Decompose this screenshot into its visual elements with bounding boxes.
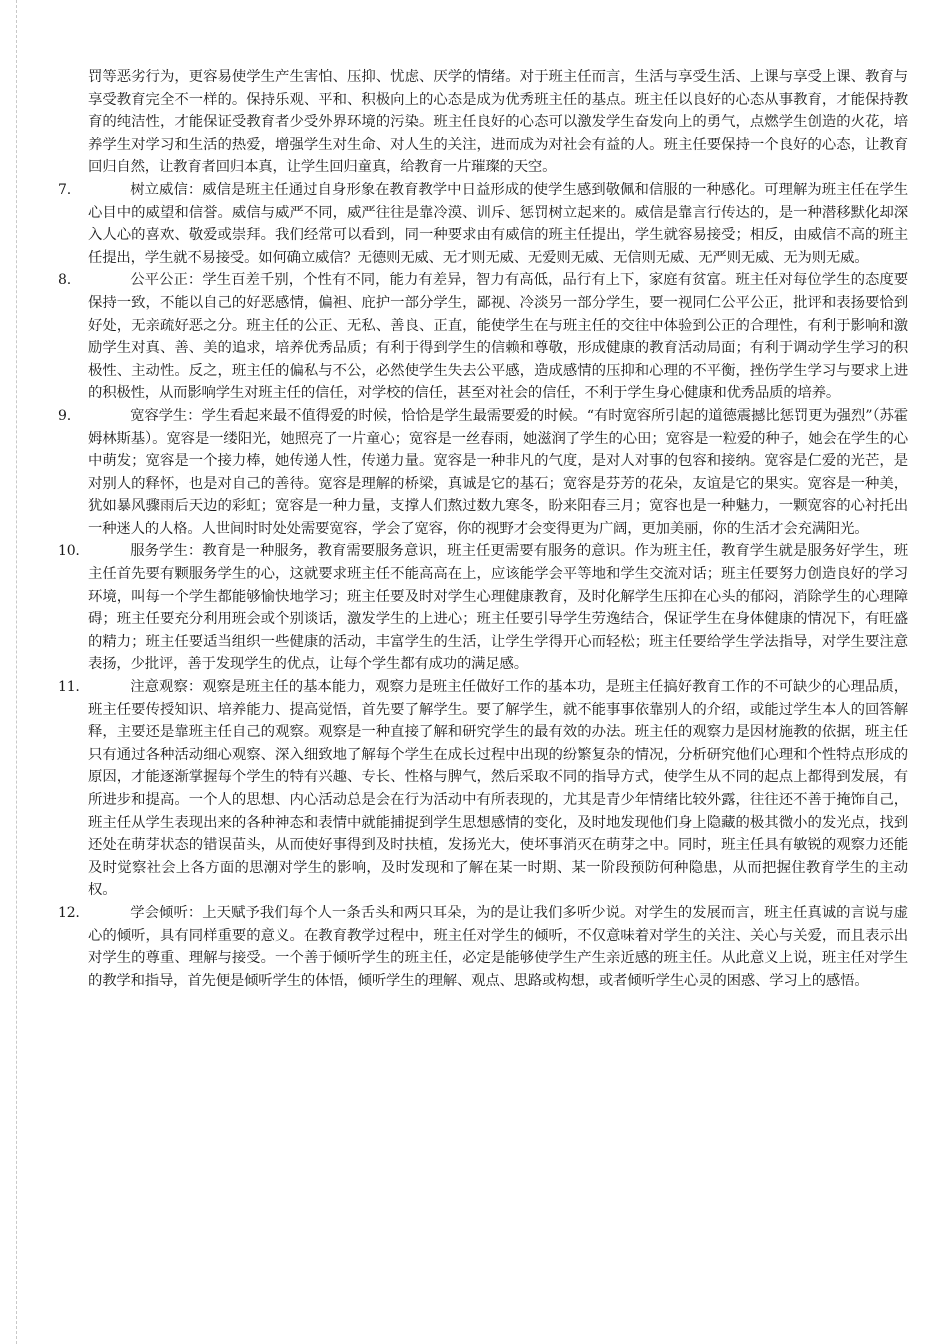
item-text: 注意观察：观察是班主任的基本能力，观察力是班主任做好工作的基本功，是班主任搞好教育工作的不可缺少的心理品质，班主任要传授知识、培养能力、提高觉悟，首先要了解学生。要了解学生，就不能事事依靠别人的介绍，或能过学生本人的回答解释，主要还是靠班主任自己的观察。观察是一种直接了解和研究学生的最有效的办法。班主任的观察力是因材施教的依据，班主任只有通过各种活动细心观察、深入细致地了解每个学生在成长过程中出现的纷繁复杂的情况，分析研究他们心理和个性特点形成的原因，才能逐渐掌握每个学生的特有兴趣、专长、性格与脾气，然后采取不同的指导方式，使学生从不同的起点上都得到发展，有所进步和提高。一个人的思想、内心活动总是会在行为活动中有所表现的，尤其是青少年情绪比较外露，往往还不善于掩饰自己，班主任从学生表现出来的各种神态和表情中就能捕捉到学生思想感情的变化，及时地发现他们身上隐藏的极其微小的发光点，找到还处在萌芽状态的错误苗头，从而使好事得到及时扶植，发扬光大，使坏事消灭在萌芽之中。同时，班主任具有敏锐的观察力还能及时觉察社会上各方面的思潮对学生的影响，及时发现和了解在某一时期、某一阶段预防何种隐患，从而把握住教育学生的主动权。 — [88, 679, 908, 899]
item-number: 12. — [58, 904, 80, 921]
document-body — [58, 66, 908, 992]
item-text: 树立威信：威信是班主任通过自身形象在教育教学中日益形成的使学生感到敬佩和信服的一种感化。可理解为班主任在学生心目中的威望和信誉。威信与威严不同，威严往往是靠冷漠、训斥、惩罚树立起来的。威信是靠言行传达的，是一种潜移默化却深入人心的喜欢、敬爱或崇拜。我们经常可以看到，同一种要求由有威信的班主任提出，学生就容易接受；相反，由威信不高的班主任提出，学生就不易接受。如何确立威信？无德则无威、无才则无威、无爱则无威、无信则无威、无严则无威、无为则无威。 — [88, 181, 908, 266]
item-text: 宽容学生：学生看起来最不值得爱的时候，恰恰是学生最需要爱的时候。“有时宽容所引起的道德震撼比惩罚更为强烈”（苏霍姆林斯基）。宽容是一缕阳光，她照亮了一片童心；宽容是一丝春雨，她滋润了学生的心田；宽容是一粒爱的种子，她会在学生的心中萌发；宽容是一个接力棒，她传递人性，传递力量。宽容是一种非凡的气度，是对人对事的包容和接纳。宽容是仁爱的光芒，是对别人的释怀，也是对自己的善待。宽容是理解的桥梁，真诚是它的基石；宽容是芬芳的花朵，友谊是它的果实。宽容是一种美，犹如暴风骤雨后天边的彩虹；宽容是一种力量，支撑人们熬过数九寒冬，盼来阳春三月；宽容也是一种魅力，一颗宽容的心衬托出一种迷人的人格。人世间时时处处需要宽容，学会了宽容，你的视野才会变得更为广阔，更加美丽，你的生活才会充满阳光。 — [88, 407, 908, 537]
list-item-9 — [58, 405, 908, 541]
item-number: 10. — [58, 543, 80, 560]
item-number: 9. — [58, 407, 71, 424]
margin-guide-line — [16, 0, 17, 1344]
intro-paragraph — [58, 66, 908, 179]
item-number: 11. — [58, 679, 80, 696]
list-item-10 — [58, 540, 908, 676]
item-text: 学会倾听：上天赋予我们每个人一条舌头和两只耳朵，为的是让我们多听少说。对学生的发展而言，班主任真诚的言说与虚心的倾听，具有同样重要的意义。在教育教学过程中，班主任对学生的倾听，不仅意味着对学生的关注、关心与关爱，而且表示出对学生的尊重、理解与接受。一个善于倾听学生的班主任，必定是能够使学生产生亲近感的班主任。从此意义上说，班主任对学生的教学和指导，首先便是倾听学生的体悟，倾听学生的理解、观点、思路或构想，或者倾听学生心灵的困惑、学习上的感悟。 — [88, 904, 908, 989]
item-number: 7. — [58, 181, 71, 198]
list-item-11 — [58, 676, 908, 902]
intro-text: 罚等恶劣行为，更容易使学生产生害怕、压抑、忧虑、厌学的情绪。对于班主任而言，生活与享受生活、上课与享受上课、教育与享受教育完全不一样的。保持乐观、平和、积极向上的心态是成为优秀班主任的基点。班主任以良好的心态从事教育，才能保持教育的纯洁性，才能保证受教育者少受外界环境的污染。班主任良好的心态可以激发学生奋发向上的勇气，点燃学生创造的火花，培养学生对学习和生活的热爱，增强学生对生命、对人生的关注，进而成为对社会有益的人。班主任要保持一个良好的心态，让教育回归自然，让教育者回归本真，让学生回归童真，给教育一片璀璨的天空。 — [88, 69, 908, 176]
item-number: 8. — [58, 272, 71, 289]
list-item-12 — [58, 902, 908, 992]
list-item-8 — [58, 269, 908, 405]
item-text: 公平公正：学生百差千别，个性有不同，能力有差异，智力有高低，品行有上下，家庭有贫富。班主任对每位学生的态度要保持一致，不能以自己的好恶感情，偏袒、庇护一部分学生，鄙视、冷淡另一部分学生，要一视同仁公平公正，批评和表扬要恰到好处，无亲疏好恶之分。班主任的公正、无私、善良、正直，能使学生在与班主任的交往中体验到公正的合理性，有利于影响和激励学生对真、善、美的追求，培养优秀品质；有利于得到学生的信赖和尊敬，形成健康的教育活动局面；有利于调动学生学习的积极性、主动性。反之，班主任的偏私与不公，必然使学生失去公平感，造成感情的压抑和心理的不平衡，挫伤学生学习与要求上进的积极性，从而影响学生对班主任的信任，对学校的信任，甚至对社会的信任，不利于学生身心健康和优秀品质的培养。 — [88, 272, 908, 402]
item-text: 服务学生：教育是一种服务，教育需要服务意识，班主任更需要有服务的意识。作为班主任，教育学生就是服务好学生，班主任首先要有颗服务学生的心，这就要求班主任不能高高在上，应该能学会平等地和学生交流对话；班主任要努力创造良好的学习环境，叫每一个学生都能够愉快地学习；班主任要及时对学生心理健康教育，及时化解学生压抑在心头的郁闷，消除学生的心理障碍；班主任要充分利用班会或个别谈话，激发学生的上进心；班主任要引导学生劳逸结合，保证学生在身体健康的情况下，有旺盛的精力；班主任要适当组织一些健康的活动，丰富学生的生活，让学生学得开心而轻松；班主任要给学生学法指导，对学生要注意表扬，少批评，善于发现学生的优点，让每个学生都有成功的满足感。 — [88, 543, 908, 673]
list-item-7 — [58, 179, 908, 269]
